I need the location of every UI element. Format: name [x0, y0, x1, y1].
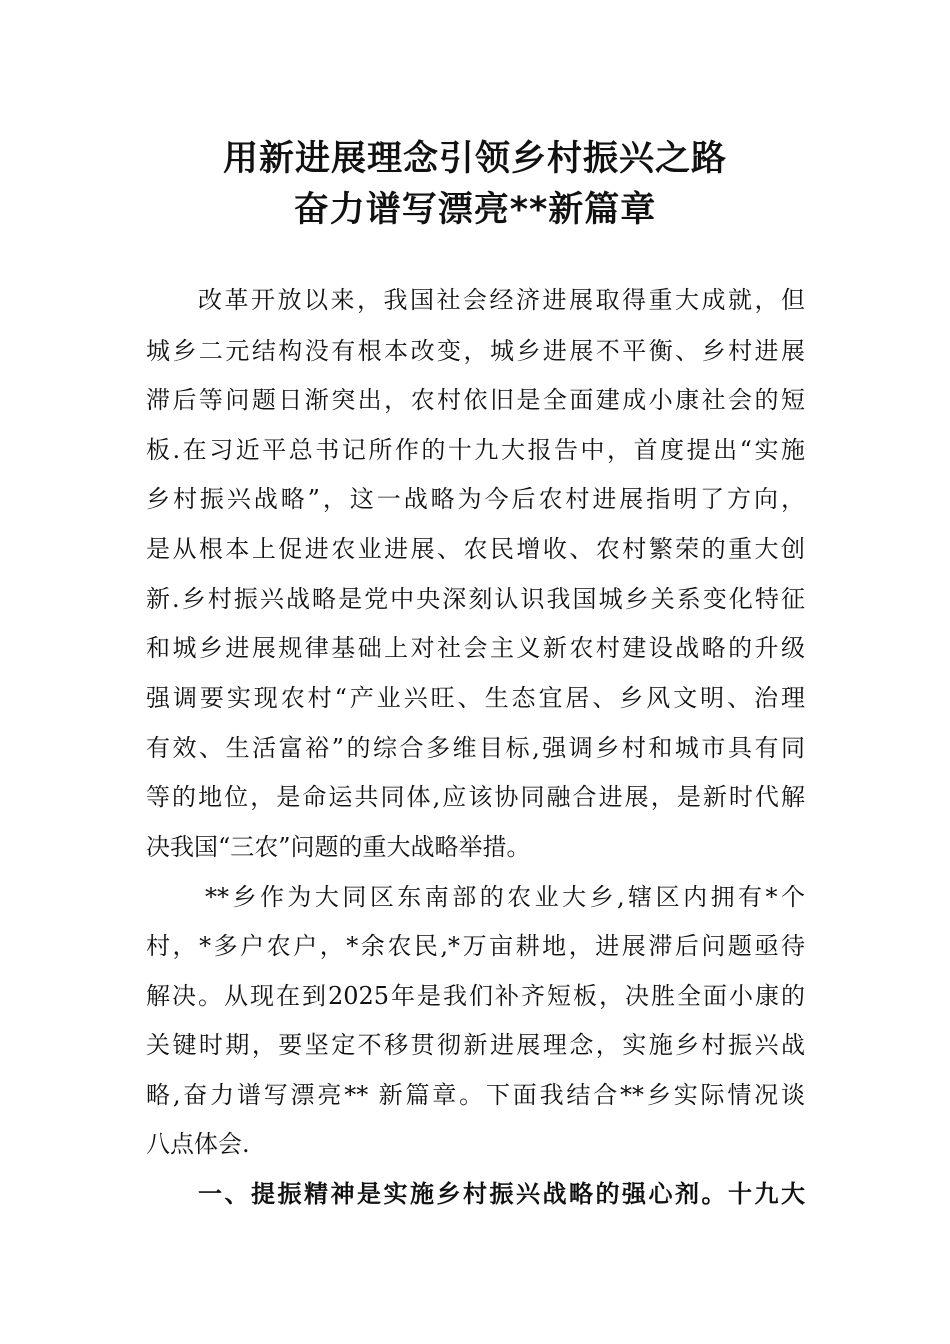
section-1-heading-line: 一、提振精神是实施乡村振兴战略的强心剂。十九大: [198, 1180, 805, 1208]
document-title-line-2: 奋力谱写漂亮**新篇章: [293, 190, 657, 230]
paragraph-2-line: 关键时期，要坚定不移贯彻新进展理念，实施乡村振兴战: [146, 1031, 805, 1059]
paragraph-1-line: 新.乡村振兴战略是党中央深刻认识我国城乡关系变化特征: [146, 585, 805, 613]
paragraph-1-line: 滞后等问题日渐突出，农村依旧是全面建成小康社会的短: [146, 386, 805, 414]
paragraph-1-line: 有效、生活富裕”的综合多维目标,强调乡村和城市具有同: [146, 734, 805, 762]
paragraph-1-line: 板.在习近平总书记所作的十九大报告中，首度提出“实施: [146, 436, 805, 464]
paragraph-2-line: 略,奋力谱写漂亮** 新篇章。下面我结合**乡实际情况谈: [146, 1081, 805, 1109]
paragraph-1-line: 决我国“三农”问题的重大战略举措。: [146, 833, 531, 861]
paragraph-2-line: 八点体会.: [146, 1130, 250, 1158]
paragraph-1-line: 城乡二元结构没有根本改变，城乡进展不平衡、乡村进展: [146, 337, 805, 365]
paragraph-1-line: 乡村振兴战略”，这一战略为今后农村进展指明了方向，: [146, 485, 805, 513]
paragraph-1-line: 是从根本上促进农业进展、农民增收、农村繁荣的重大创: [146, 535, 805, 563]
paragraph-1-line: 强调要实现农村“产业兴旺、生态宜居、乡风文明、治理: [146, 684, 805, 712]
paragraph-2-line: 解决。从现在到2025年是我们补齐短板，决胜全面小康的: [146, 982, 805, 1010]
paragraph-2-line: 村，*多户农户，*余农民,*万亩耕地，进展滞后问题亟待: [146, 932, 805, 960]
paragraph-1-line: 改革开放以来，我国社会经济进展取得重大成就，但: [198, 286, 805, 314]
paragraph-1-line: 和城乡进展规律基础上对社会主义新农村建设战略的升级: [146, 634, 805, 662]
paragraph-1-line: 等的地位，是命运共同体,应该协同融合进展，是新时代解: [146, 783, 805, 811]
paragraph-2-line: **乡作为大同区东南部的农业大乡,辖区内拥有*个: [205, 883, 805, 911]
document-title-line-1: 用新进展理念引领乡村振兴之路: [222, 139, 727, 179]
